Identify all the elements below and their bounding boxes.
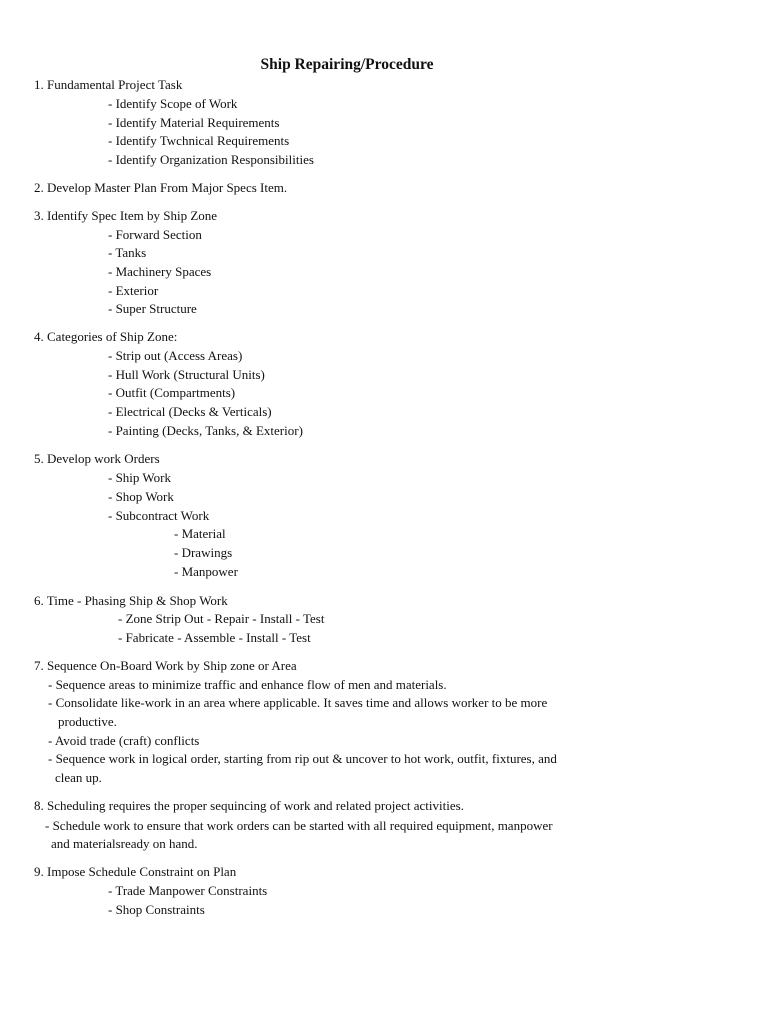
sub-list-item: - Drawings <box>174 545 233 560</box>
list-item: - Ship Work <box>108 470 171 485</box>
list-item: - Fabricate - Assemble - Install - Test <box>118 630 311 645</box>
section-heading-3: 3. Identify Spec Item by Ship Zone <box>34 208 218 223</box>
section-heading-1: 1. Fundamental Project Task <box>34 77 183 92</box>
list-item: - Identify Organization Responsibilities <box>108 152 314 167</box>
list-item: - Avoid trade (craft) conflicts <box>48 733 200 748</box>
list-item: - Super Structure <box>108 301 197 316</box>
list-item: - Consolidate like-work in an area where applicable. It saves time and allows worker to be more <box>48 695 548 710</box>
list-item: - Painting (Decks, Tanks, & Exterior) <box>108 423 303 438</box>
list-item: - Identify Material Requirements <box>108 115 280 130</box>
list-item: - Tanks <box>108 245 147 260</box>
section-heading-4: 4. Categories of Ship Zone: <box>34 329 178 344</box>
list-item: - Exterior <box>108 283 159 298</box>
list-item: - Sequence areas to minimize traffic and enhance flow of men and materials. <box>48 677 447 692</box>
list-item: - Sequence work in logical order, starting from rip out & uncover to hot work, outfit, fixtures, and <box>48 751 557 766</box>
list-item: - Trade Manpower Constraints <box>108 883 268 898</box>
list-item: - Machinery Spaces <box>108 264 212 279</box>
section-heading-7: 7. Sequence On-Board Work by Ship zone or Area <box>34 658 297 673</box>
list-item: - Forward Section <box>108 227 202 242</box>
list-item: - Shop Work <box>108 489 174 504</box>
list-item-continuation: and materialsready on hand. <box>51 836 198 851</box>
page-title: Ship Repairing/Procedure <box>260 56 434 73</box>
section-heading-8: 8. Scheduling requires the proper sequincing of work and related project activities. <box>34 798 464 813</box>
list-item-continuation: clean up. <box>55 770 102 785</box>
list-item: - Identify Scope of Work <box>108 96 238 111</box>
list-item: - Shop Constraints <box>108 902 205 917</box>
list-item: - Subcontract Work <box>108 508 210 523</box>
section-heading-2: 2. Develop Master Plan From Major Specs Item. <box>34 180 288 195</box>
section-heading-5: 5. Develop work Orders <box>34 451 160 466</box>
list-item: - Hull Work (Structural Units) <box>108 367 265 382</box>
list-item: - Zone Strip Out - Repair - Install - Test <box>118 611 325 626</box>
list-item: - Outfit (Compartments) <box>108 385 236 400</box>
list-item-continuation: productive. <box>58 714 117 729</box>
list-item: - Identify Twchnical Requirements <box>108 133 290 148</box>
section-heading-9: 9. Impose Schedule Constraint on Plan <box>34 864 237 879</box>
list-item: - Strip out (Access Areas) <box>108 348 243 363</box>
sub-list-item: - Material <box>174 526 226 541</box>
section-heading-6: 6. Time - Phasing Ship & Shop Work <box>34 593 228 608</box>
sub-list-item: - Manpower <box>174 564 238 579</box>
list-item: - Schedule work to ensure that work orders can be started with all required equipment, manpower <box>45 818 553 833</box>
list-item: - Electrical (Decks & Verticals) <box>108 404 272 419</box>
